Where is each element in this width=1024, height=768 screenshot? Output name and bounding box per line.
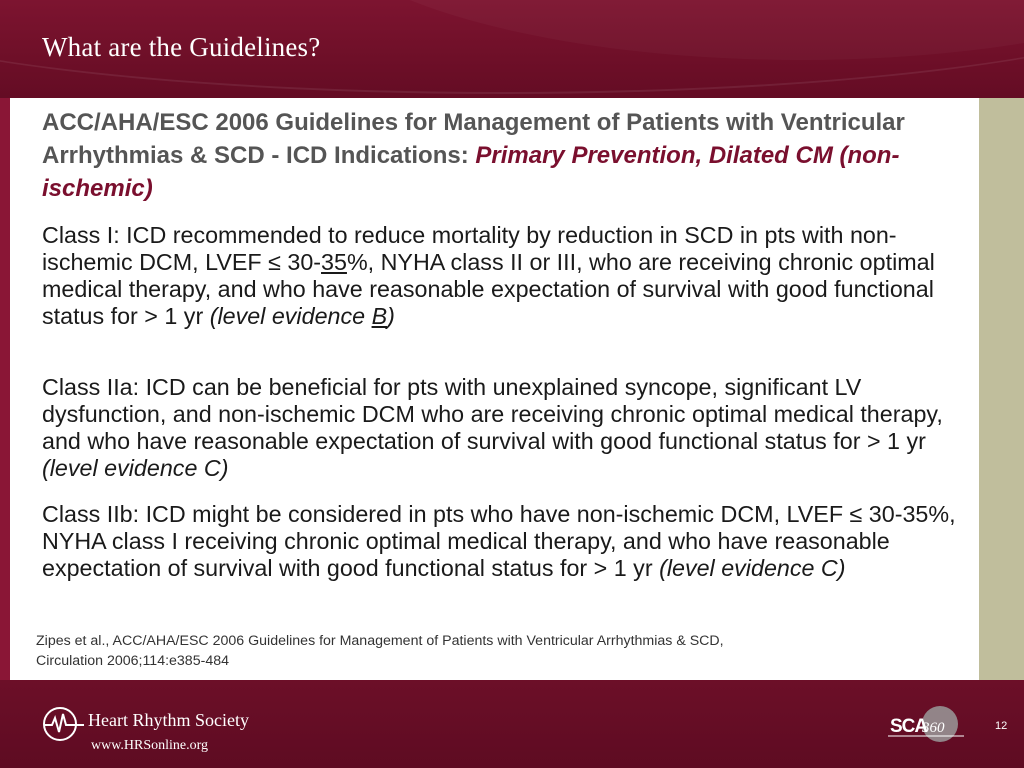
class-1-evidence-letter: B — [371, 303, 388, 329]
class-1-evidence-a: (level evidence — [209, 303, 372, 329]
subtitle-accent: Primary Prevention, Dilated CM (non-ischemic) — [42, 142, 900, 202]
class-2b-text: Class IIb: ICD might be considered in pts who have non-ischemic DCM, LVEF ≤ 30-35%, NYHA class I receiving chronic optimal medical therapy, and who have reasonable expectation of survival with good functional status for > 1 yr — [42, 501, 956, 581]
slide-subtitle — [42, 106, 942, 205]
class-1-evidence — [210, 303, 395, 329]
citation-line-2: Circulation 2006;114:e385-484 — [36, 653, 229, 669]
heart-rhythm-logo-icon — [40, 704, 88, 744]
footer-bar — [0, 680, 1024, 768]
class-2b-recommendation — [42, 501, 972, 582]
citation — [36, 631, 936, 671]
header-bar — [0, 0, 1024, 98]
class-1-evidence-b: ) — [387, 303, 395, 329]
org-name: Heart Rhythm Society — [88, 710, 249, 730]
org-url[interactable]: www.HRSonline.org — [91, 738, 209, 753]
slide-title: What are the Guidelines? — [42, 32, 321, 62]
class-2a-recommendation — [42, 374, 972, 482]
class-2a-text: Class IIa: ICD can be beneficial for pts with unexplained syncope, significant LV dysfunction, and non-ischemic DCM who are receiving chronic optimal medical therapy, and who have reasonable expectation of survival with good functional status for > 1 yr — [42, 374, 943, 454]
class-1-underlined-value: 35 — [321, 249, 347, 275]
class-1-text-a: Class I: ICD recommended to reduce mortality by reduction in SCD in pts with non-ischemic DCM, LVEF ≤ 30- — [42, 222, 897, 275]
subtitle-main: ACC/AHA/ESC 2006 Guidelines for Management of Patients with Ventricular Arrhythmias & SCD - ICD Indications: — [42, 109, 905, 169]
page-number: 12 — [995, 720, 1008, 732]
class-1-text-b: %, NYHA class II or III, who are receiving chronic optimal medical therapy, and who have reasonable expectation of survival with good functional status for > 1 yr — [42, 249, 935, 329]
sca-number: 360 — [922, 720, 945, 736]
content-panel — [10, 98, 979, 680]
left-accent-strip — [0, 98, 10, 680]
citation-line-1: Zipes et al., ACC/AHA/ESC 2006 Guidelines for Management of Patients with Ventricular Arrhythmias & SCD, — [36, 633, 724, 649]
class-1-recommendation — [42, 222, 972, 330]
sca-label: SCA — [890, 716, 928, 737]
class-2a-evidence: (level evidence C) — [42, 455, 229, 481]
right-accent-strip — [979, 98, 1024, 680]
class-2b-evidence: (level evidence C) — [659, 555, 846, 581]
